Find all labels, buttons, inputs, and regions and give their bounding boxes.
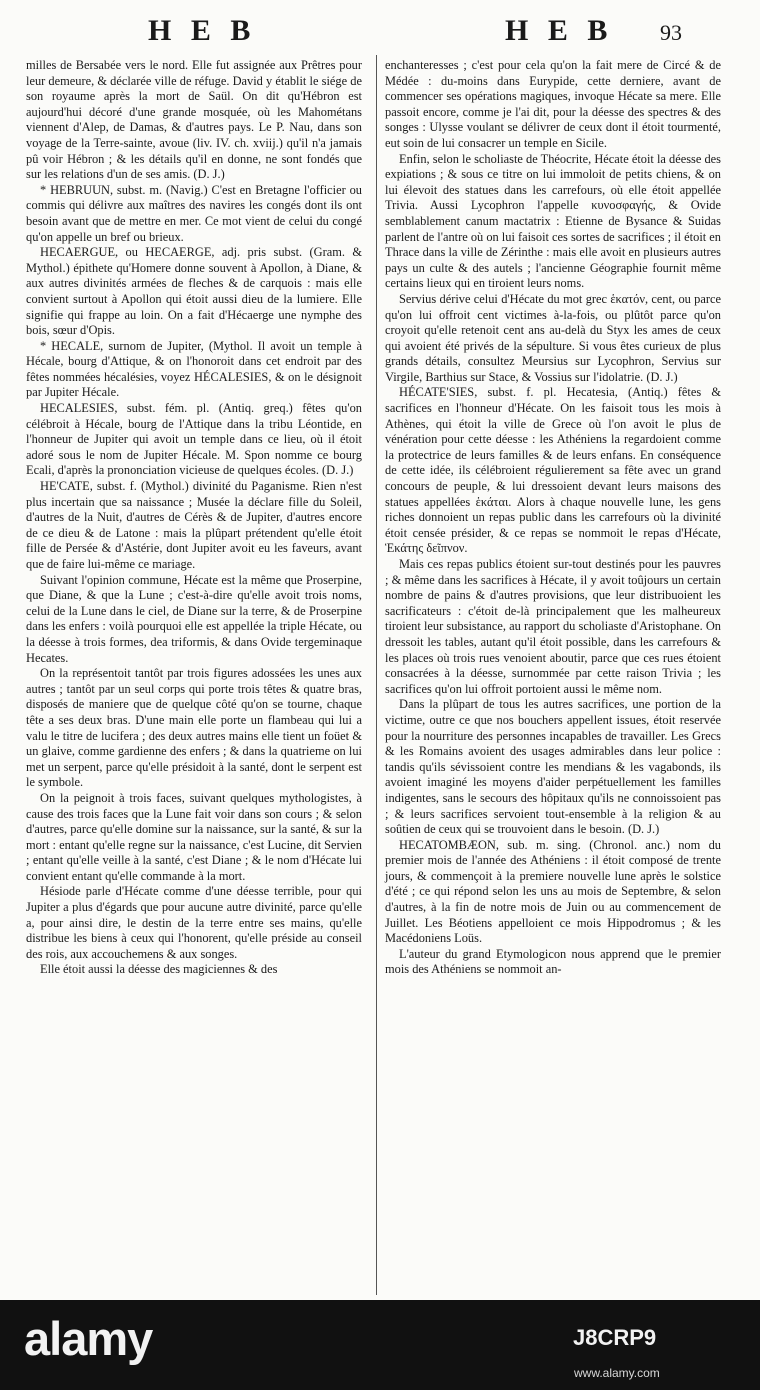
paragraph: HECATOMBÆON, sub. m. sing. (Chronol. anc.) nom du premier mois de l'année des Athéniens : il étoit composé de trente jours, & commençoit à la premiere nouvelle lune après le solstice d'été ; ce qui répond selon les uns au mois de Septembre, & selon d'autres, à la fin de notre mois de Juin ou au commencement de Juillet. Les Béotiens appelloient ce mois Hippodromus ; & les Macédoniens Loüs. — [385, 837, 721, 946]
paragraph: Hésiode parle d'Hécate comme d'une déesse terrible, pour qui Jupiter a plus d'égards que pour aucune autre divinité, parce qu'elle a, pour ainsi dire, le destin de la terre entre ses mains, qu'elle distribue les biens à ceux qui l'honorent, qu'elle préside au conseil des rois, aux accouchemens & aux songes. — [26, 884, 362, 961]
page-number: 93 — [660, 20, 682, 45]
paragraph: On la représentoit tantôt par trois figures adossées les unes aux autres ; tantôt par un seul corps qui porte trois têtes & quatre bras, disposés de maniere que de quelque côté qu'on se tourne, chaque tête a ses deux bras. D'une main elle porte un flambeau qui lui a valu le titre de lucifera ; des deux autres mains elle tient un foüet & un glaive, comme gardienne des enfers ; & dans la quatrieme on lui met un serpent, parce qu'elle présidoit à la santé, dont le serpent est le symbole. — [26, 666, 362, 790]
paragraph: * HEBRUUN, subst. m. (Navig.) C'est en Bretagne l'officier ou commis qui délivre aux maîtres des navires les congés dont ils ont besoin avant que de mettre en mer. Ce mot vient de celui du congé qu'on appelle un bref ou brieux. — [26, 182, 362, 244]
paragraph: Dans la plûpart de tous les autres sacrifices, une portion de la victime, outre ce que nos bouchers appellent issues, étoit reservée pour la nourriture des personnes incapables de travailler. Les Grecs & les Romains avoient des usages admirables dans leur police : tandis qu'ils sévissoient contre les mendians & les vagabonds, ils avoient imaginé les moyens d'aider perpétuellement les familles indigentes, sans le secours des hôpitaux qu'ils ne connoissoient pas ; & leurs sacrifices servoient tout-ensemble à la religion & au soûtien de ceux qui se trouvoient dans le besoin. (D. J.) — [385, 697, 721, 837]
column-divider — [376, 55, 377, 1295]
paragraph: HÉCATE'SIES, subst. f. pl. Hecatesia, (Antiq.) fêtes & sacrifices en l'honneur d'Hécate. On les faisoit tous les mois à Athènes, qui étoit la ville de Grece où l'on avoit le plus de vénération pour cette déesse : les Athéniens la regardoient comme la protectrice de leurs familles & de leurs enfans. En conséquence de cette idée, ils célébroient régulierement sa fête avec un grand concours de peuple, & lui dressoient devant leurs maisons des statues appellées ἑκάται. Alors à chaque nouvelle lune, les gens riches donnoient un repas public dans les carrefours où la divinité étoit censée présider, & ce repas se nommoit le repas d'Hécate, Ἑκάτης δεῖπνον. — [385, 385, 721, 556]
left-column — [26, 58, 362, 978]
paragraph: Elle étoit aussi la déesse des magiciennes & des — [40, 962, 278, 977]
paragraph: Enfin, selon le scholiaste de Théocrite, Hécate étoit la déesse des expiations ; & sous ce titre on lui immoloit de petits chiens, & on lui élevoit des statues dans les carrefours, où elle étoit appellée Trivia. Aussi Lycophron l'appelle κυνοσφαγής, & Ovide semblablement canum mactatrix : Etienne de Bysance & Suidas parlent de l'antre où on lui faisoit ces sortes de sacrifices ; il étoit en Thrace dans la ville de Zérinthe : mais elle avoit en plusieurs autres pays un culte & des autels ; l'ancienne Géographie fournit même certains lieux qui en tiroient leurs noms. — [385, 151, 721, 291]
site-url: www.alamy.com — [574, 1366, 660, 1380]
paragraph: milles de Bersabée vers le nord. Elle fut assignée aux Prêtres pour leur demeure, & déclarée ville de réfuge. David y établit le siége de son royaume après la mort de Saül. On dit qu'Hébron est aujourd'hui décoré d'une grande mosquée, où les Mahométans viennent d'Alep, de Damas, & d'autres pays. Le P. Nau, dans son voyage de la Terre-sainte, avoue (liv. IV. ch. xviij.) qu'il n'a jamais pû voir Hébron ; & les détails qu'il en donne, ne sont fondés que sur les relations d'un de ses amis. (D. J.) — [26, 58, 362, 182]
paragraph: HECAERGUE, ou HECAERGE, adj. pris subst. (Gram. & Mythol.) épithete qu'Homere donne souvent à Apollon, à Diane, & aux autres divinités armées de fleches & de carquois : mais elle convient surtout à Apollon qui étoit aussi dieu de la lumiere. Elle signifie qui frappe au loin. On a fait d'Hécaerge une nymphe des bois, sœur d'Opis. — [26, 245, 362, 338]
paragraph: Servius dérive celui d'Hécate du mot grec ἑκατόν, cent, ou parce qu'on lui offroit cent victimes à-la-fois, ou plûtôt parce qu'on croyoit qu'elle retenoit cent ans au-delà du Styx les ames de ceux qui avoient été privés de la sépulture. Si vous êtes curieux de plus grands détails, consultez Meursius sur Lycophron, Servius sur Virgile, Barthius sur Stace, & Vossius sur l'idolatrie. (D. J.) — [385, 291, 721, 384]
running-head-right: H E B — [505, 14, 614, 47]
image-id: J8CRP9 — [573, 1325, 657, 1350]
paragraph: Mais ces repas publics étoient sur-tout destinés pour les pauvres ; & même dans les sacrifices à Hécate, il y avoit toûjours un certain nombre de pains & d'autres provisions, que leur distribuoient les sacrificateurs : c'étoit de-là principalement que les malheureux tiroient leur subsistance, au rapport du scholiaste d'Aristophane. On dressoit les tables, autant qu'il étoit possible, dans les carrefours & les places où trois rues venoient aboutir, parce que ces rues étoient consacrées à la déesse, surnommée par cette raison Trivia ; les sacrifices qu'on lui offroit portoient aussi le même nom. — [385, 557, 721, 696]
alamy-logo: alamy — [24, 1312, 153, 1365]
paragraph: HE'CATE, subst. f. (Mythol.) divinité du Paganisme. Rien n'est plus incertain que sa naissance ; Musée la déclare fille du Soleil, d'autres de la Nuit, d'autres de Cérès & de Jupiter, d'autres encore de ce dieu & de Latone : mais la plûpart prétendent qu'elle étoit fille de Persée & d'Astérie, dont Jupiter avoit eu les faveurs, avant que de faire lui-même ce mariage. — [26, 479, 362, 571]
right-column — [385, 58, 721, 978]
paragraph: HECALESIES, subst. fém. pl. (Antiq. greq.) fêtes qu'on célébroit à Hécale, bourg de l'Attique dans la tribu Léontide, en l'honneur de Jupiter qui avoit un temple dans ce lieu, où il étoit adoré sous le nom de Jupiter Hécale. M. Spon nomme ce bourg Ecali, d'après la prononciation vicieuse de quelques écoles. (D. J.) — [26, 401, 362, 478]
paragraph: Suivant l'opinion commune, Hécate est la même que Proserpine, que Diane, & que la Lune ; c'est-à-dire qu'elle avoit trois noms, celui de la Lune dans le ciel, de Diane sur la terre, & de Proserpine dans les enfers : voilà pourquoi elle est appellée la triple Hécate, ou la déesse à trois formes, dea triformis, & dans Ovide tergeminaque Hecates. — [26, 572, 362, 665]
paragraph: On la peignoit à trois faces, suivant quelques mythologistes, à cause des trois faces que la Lune fait voir dans son cours ; & selon d'autres, parce qu'elle domine sur la naissance, sur la santé, & sur la mort : entant qu'elle regne sur la naissance, c'est Lucine, dit Servien ; entant qu'elle veille à la santé, c'est Diane ; & le nom d'Hécate lui convient entant qu'elle commande à la mort. — [26, 790, 362, 883]
paragraph: * HECALE, surnom de Jupiter, (Mythol. Il avoit un temple à Hécale, bourg d'Attique, & on l'honoroit dans cet endroit par des fêtes nommées hécalésies, voyez HÉCALESIES, & on le désignoit par Jupiter Hécale. — [26, 338, 362, 400]
running-head-left: H E B — [148, 14, 257, 47]
paragraph: enchanteresses ; c'est pour cela qu'on la fait mere de Circé & de Médée : du-moins dans Eurypide, cette derniere, avant de commencer ses opérations magiques, invoque Hécate sa mere. Elle passoit encore, comme je l'ai dit, pour la déesse des spectres & des songes : Ulysse voulant se délivrer de ceux dont il étoit tourmenté, eut soin de lui consacrer un temple en Sicile. — [385, 58, 721, 150]
paragraph: L'auteur du grand Etymologicon nous apprend que le premier mois des Athéniens se nommoit an- — [385, 946, 721, 977]
